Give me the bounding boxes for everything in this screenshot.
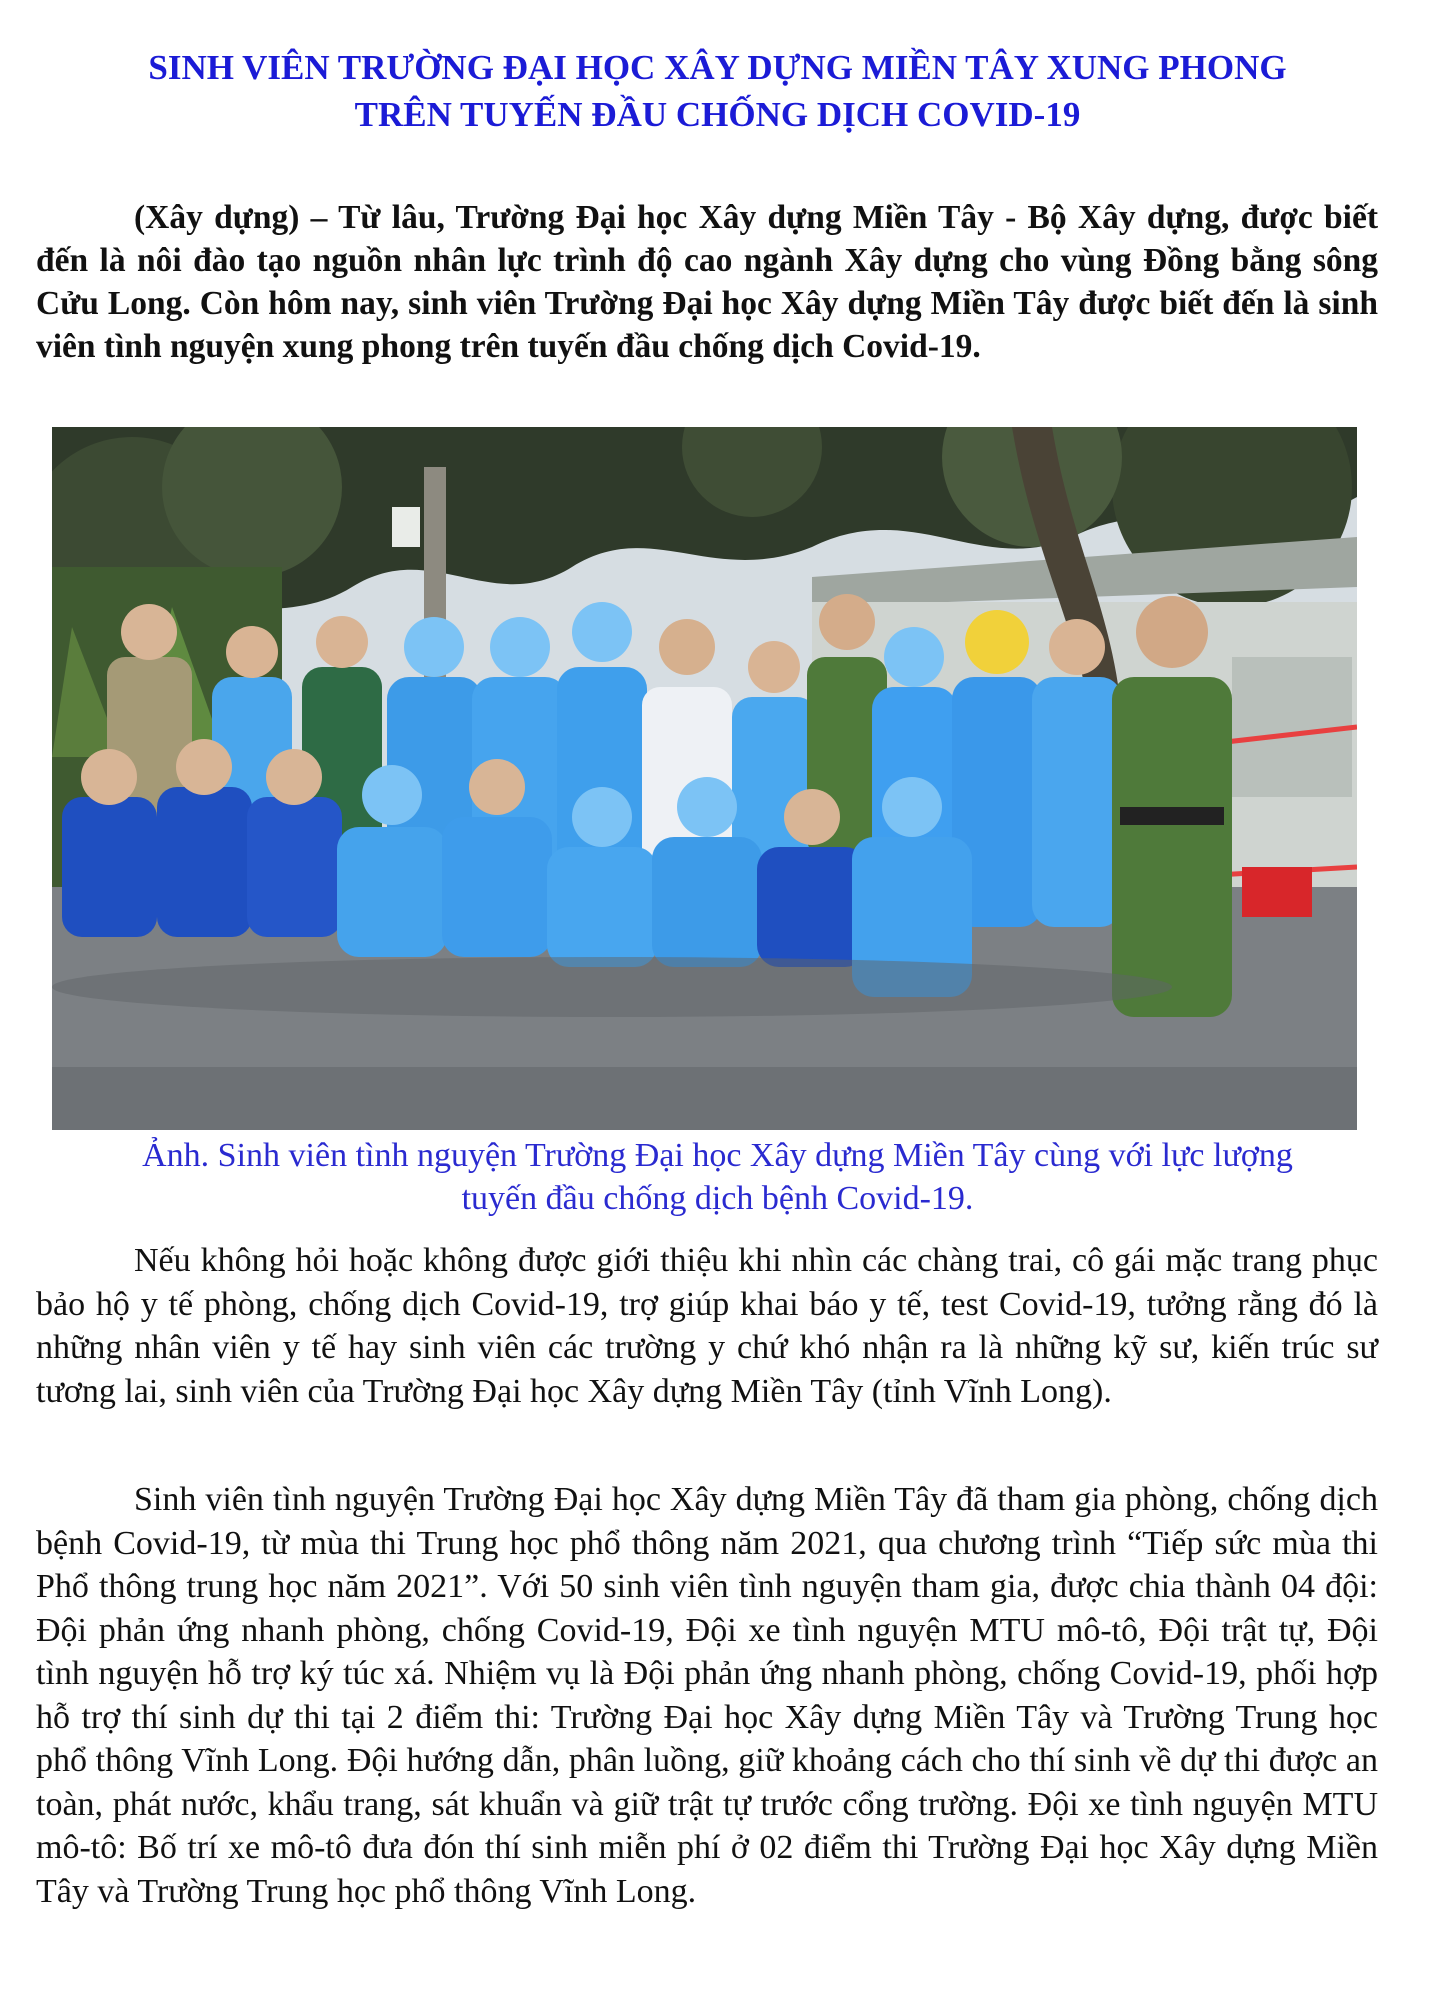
photo-caption-line1: Ảnh. Sinh viên tình nguyện Trường Đại học Xây dựng Miền Tây cùng với lực lượng <box>142 1137 1293 1174</box>
group-photo <box>52 427 1357 1130</box>
body-paragraph-2: Sinh viên tình nguyện Trường Đại học Xây dựng Miền Tây đã tham gia phòng, chống dịch bệnh Covid-19, từ mùa thi Trung học phổ thông năm 2021, qua chương trình “Tiếp sức mùa thi Phổ thông trung học năm 2021”. Với 50 sinh viên tình nguyện tham gia, được chia thành 04 đội: Đội phản ứng nhanh phòng, chống Covid-19, Đội xe tình nguyện MTU mô-tô, Đội trật tự, Đội tình nguyện hỗ trợ ký túc xá. Nhiệm vụ là Đội phản ứng nhanh phòng, chống Covid-19, phối hợp hỗ trợ thí sinh dự thi tại 2 điểm thi: Trường Đại học Xây dựng Miền Tây và Trường Trung học phổ thông Vĩnh Long. Đội hướng dẫn, phân luồng, giữ khoảng cách cho thí sinh về dự thi được an toàn, phát nước, khẩu trang, sát khuẩn và giữ trật tự trước cổng trường. Đội xe tình nguyện MTU mô-tô: Bố trí xe mô-tô đưa đón thí sinh miễn phí ở 02 điểm thi Trường Đại học Xây dựng Miền Tây và Trường Trung học phổ thông Vĩnh Long. <box>36 1481 1378 1910</box>
ground-shadow <box>52 957 1172 1017</box>
article-lead: (Xây dựng) – Từ lâu, Trường Đại học Xây dựng Miền Tây - Bộ Xây dựng, được biết đến là nôi đào tạo nguồn nhân lực trình độ cao ngành Xây dựng cho vùng Đồng bằng sông Cửu Long. Còn hôm nay, sinh viên Trường Đại học Xây dựng Miền Tây được biết đến là sinh viên tình nguyện xung phong trên tuyến đầu chống dịch Covid-19. <box>36 199 1378 365</box>
photo-caption <box>40 1134 1395 1220</box>
red-stool <box>1242 867 1312 917</box>
body-paragraph-1: Nếu không hỏi hoặc không được giới thiệu khi nhìn các chàng trai, cô gái mặc trang phục bảo hộ y tế phòng, chống dịch Covid-19, trợ giúp khai báo y tế, test Covid-19, tưởng rằng đó là những nhân viên y tế hay sinh viên các trường y chứ khó nhận ra là những kỹ sư, kiến trúc sư tương lai, sinh viên của Trường Đại học Xây dựng Miền Tây (tỉnh Vĩnh Long). <box>36 1242 1378 1410</box>
photo-caption-line2: tuyến đầu chống dịch bệnh Covid-19. <box>461 1180 974 1217</box>
article-title <box>40 44 1395 138</box>
article-title-line1: SINH VIÊN TRƯỜNG ĐẠI HỌC XÂY DỰNG MIỀN TÂY XUNG PHONG <box>148 48 1287 87</box>
article-title-line2: TRÊN TUYẾN ĐẦU CHỐNG DỊCH COVID-19 <box>354 95 1081 134</box>
group-photo-illustration <box>52 427 1357 1130</box>
